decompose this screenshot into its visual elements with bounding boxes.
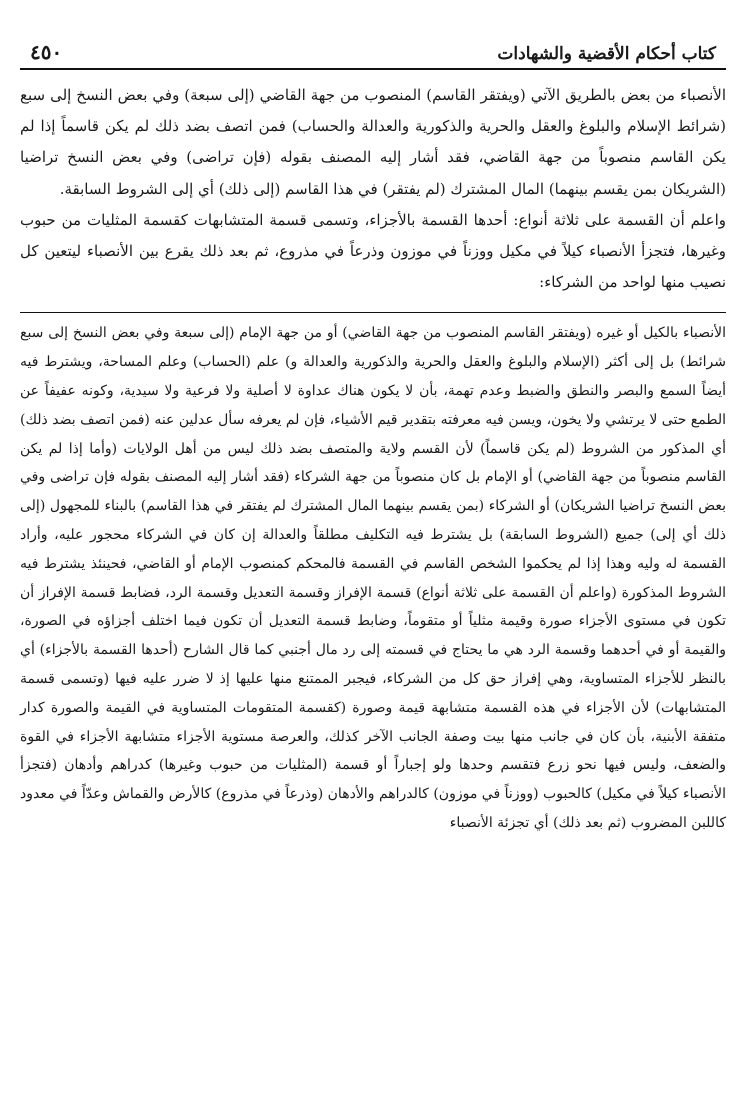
main-paragraph-1: الأنصباء من بعض بالطريق الآتي (ويفتقر القاسم) المنصوب من جهة القاضي (إلى سبعة) وفي بعض النسخ إلى سبع (شرائط الإسلام والبلوغ والعقل والحرية والذكورية والعدالة والحساب) فمن اتصف بضد ذلك لم يكن قاسماً إذا لم يكن القاسم منصوباً من جهة القاضي، فقد أشار إليه المصنف بقوله (فإن تراضى) وفي بعض النسخ تراضيا (الشريكان بمن يقسم بينهما) المال المشترك (لم يفتقر) في هذا القاسم (إلى ذلك) أي إلى الشروط السابقة. [20, 86, 726, 198]
book-page [20, 30, 726, 838]
footnote-divider [20, 312, 726, 313]
running-header [20, 30, 726, 70]
book-title: كتاب أحكام الأقضية والشهادات [497, 44, 716, 64]
commentary-text [20, 319, 726, 837]
main-text [20, 80, 726, 298]
page-number: ٤٥٠ [30, 40, 63, 64]
commentary-paragraph: الأنصباء بالكيل أو غيره (ويفتقر القاسم المنصوب من جهة القاضي) أو من جهة الإمام (إلى سبعة وفي بعض النسخ إلى سبع شرائط) بل إلى أكثر (الإسلام والبلوغ والعقل والحرية والذكورية والعدالة و) علم (الحساب) وعلم المساحة، ويشترط فيه أيضاً السمع والبصر والنطق والضبط وعدم تهمة، بأن لا يكون هناك عداوة لا أصلية ولا فرعية ولا سيدية، وكونه عفيفاً عن الطمع حتى لا يرتشي ولا يخون، ويسن فيه معرفته بتقدير قيم الأشياء، فإن لم يعرفه سأل عدلين عنه (فمن اتصف بضد ذلك) أي المذكور من الشروط (لم يكن قاسماً) لأن القسم ولاية والمتصف بضد ذلك ليس من أهل الولايات (وأما إذا لم يكن القاسم منصوباً من جهة القاضي) أو الإمام بل كان منصوباً من جهة الشركاء (فقد أشار إليه المصنف بقوله فإن تراضى وفي بعض النسخ تراضيا الشريكان) أو الشركاء (بمن يقسم بينهما المال المشترك لم يفتقر في هذا القاسم) بالبناء للمجهول (إلى ذلك أي إلى) جميع (الشروط السابقة) بل يشترط فيه التكليف مطلقاً والعدالة إن كان في الشركاء محجور عليه، وأراد القسمة له وليه وهذا إذا لم يحكموا الشخص القاسم في القسمة فالمحكم كمنصوب الإمام أو القاضي، فحينئذ يشترط فيه الشروط المذكورة (واعلم أن القسمة على ثلاثة أنواع) قسمة الإفراز وقسمة التعديل وقسمة الرد، فضابط قسمة الإفراز أن تكون في مستوى الأجزاء صورة وقيمة مثلياً أو متقوماً، وضابط قسمة التعديل أن تكون فيما اختلف أجزاؤه في الصورة، والقيمة أو في أحدهما وقسمة الرد هي ما يحتاج في قسمته إلى رد مال أجنبي كما قال الشارح (أحدها القسمة بالأجزاء) أي بالنظر للأجزاء المتساوية، وهي إفراز حق كل من الشركاء، فيجبر الممتنع منها عليها إذ لا ضرر عليه فيها (وتسمى قسمة المتشابهات) لأن الأجزاء في هذه القسمة متشابهة قيمة وصورة (كقسمة المتقومات المتساوية في القيمة والصورة كدار متفقة الأبنية، بأن كان في جانب منها بيت وصفة الجانب الآخر كذلك، والعرصة مستوية الأجزاء متشابهة الأجزاء في القوة والضعف، وليس فيها نحو زرع فتقسم وحدها ولو إجباراً أو قسمة (المثليات من حبوب وغيرها) كدراهم وأدهان (فتجزأ الأنصباء كيلاً في مكيل) كالحبوب (ووزناً في موزون) كالدراهم والأدهان (وذرعاً في مذروع) كالأرض والقماش وعدّاً في معدود كاللبن المضروب (ثم بعد ذلك) أي تجزئة الأنصباء [20, 325, 727, 831]
main-paragraph-2: واعلم أن القسمة على ثلاثة أنواع: أحدها القسمة بالأجزاء، وتسمى قسمة المتشابهات كقسمة المثليات من حبوب وغيرها، فتجزأ الأنصباء كيلاً في مكيل ووزناً في موزون وذرعاً في مذروع، ثم بعد ذلك يقرع بين الأنصباء ليتعين كل نصيب منها لواحد من الشركاء: [20, 210, 726, 292]
